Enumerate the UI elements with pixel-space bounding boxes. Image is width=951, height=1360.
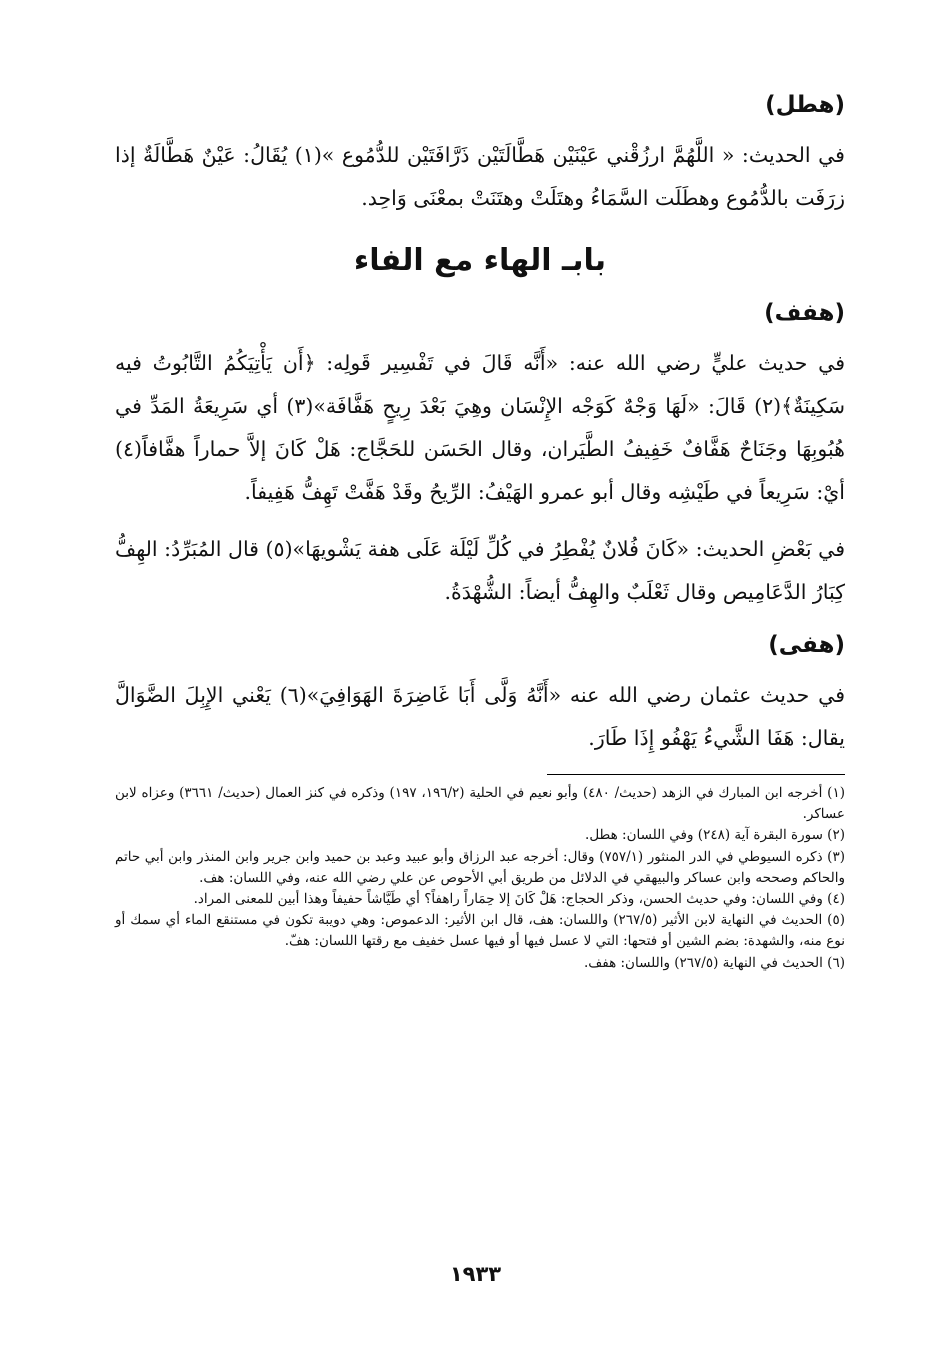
entry-heading-hatal: (هطل) <box>765 92 845 118</box>
footnote-divider <box>547 774 845 775</box>
footnote-1: (١) أخرجه ابن المبارك في الزهد (حديث/ ٤٨٠) وأبو نعيم في الحلية (١٩٦/٢، ١٩٧) وذكره في كنز العمال (حديث/ ٣٦٦١) وعزاه لابن عساكر. <box>115 785 845 823</box>
footnotes <box>115 783 845 974</box>
footnote-3: (٣) ذكره السيوطي في الدر المنثور (٧٥٧/١) وقال: أخرجه عبد الرزاق وأبو عبيد وعبد بن حميد وابن جرير وابن المنذر وابن أبي حاتم والحاكم وصححه وابن عساكر والبيهقي في الدلائل من طريق أبي الأحوص عن علي رضي الله عنه، وفي اللسان: هف. <box>115 848 845 886</box>
document-page <box>115 88 845 974</box>
footnote-2: (٢) سورة البقرة آية (٢٤٨) وفي اللسان: هطل. <box>585 827 845 844</box>
entry-heading-hafa: (هفى) <box>768 632 845 658</box>
entry-text-hafaf-2: في بَعْضِ الحديث: «كَانَ فُلانٌ يُفْطِرُ في كُلِّ لَيْلَة عَلَى هفة يَشْويهَا»(٥) قال المُبَرِّدُ: الهِفُّ كِبَارُ الدَّعَامِيص وقال ثَعْلَبٌ والهِفُّ أيضاً: الشُّهْدَةُ. <box>115 537 845 604</box>
footnote-6: (٦) الحديث في النهاية (٢٦٧/٥) واللسان: هفف. <box>583 954 845 971</box>
entry-text-hatal: في الحديث: « اللَّهُمَّ ارزُقْني عَيْنَيْن هَطَّالَتَيْن ذَرَّافَتَيْن للدُّمُوع »(١) يُقَالُ: عَيْنٌ هَطَّالَةٌ إذا زرَفَت بالدُّمُوع وهطَلَت السَّمَاءُ وهتَلَتْ وهتَنَتْ بمعْنَى وَاحِد. <box>115 143 845 210</box>
page-number: ١٩٣٣ <box>449 1262 502 1286</box>
chapter-title: بابـ الهاء مع الفاء <box>353 243 607 278</box>
footnote-5: (٥) الحديث في النهاية لابن الأثير (٢٦٧/٥) واللسان: هف، قال ابن الأثير: الدعموص: وهي دويبة تكون في مستنقع الماء أي سمك أو نوع منه، والشهدة: بضم الشين أو فتحها: التي لا عسل فيها أو فيها عسل خفيف مع رقتها اللسان: هفّ. <box>115 912 845 950</box>
entry-text-hafa: في حديث عثمان رضي الله عنه «أَنَّهُ وَلَّى أَبَا غَاضِرَةَ الهَوَافِيَ»(٦) يَعْني الإِبِلَ الضَّوَالَّ يقال: هَفَا الشَّيءُ يَهْفُو إِذَا طَارَ. <box>115 683 845 750</box>
entry-heading-hafaf: (هفف) <box>764 300 845 326</box>
footnote-4: (٤) وفي اللسان: وفي حديث الحسن، وذكر الحجاج: هَلْ كَانَ إلا حِمَاراً راهفاً؟ أي طَيَّاشاً حفيفاً وهذا أبين للمعنى المراد. <box>193 891 845 908</box>
entry-text-hafaf-1: في حديث عليٍّ رضي الله عنه: «أَنَّه قَالَ في تَفْسِير قَولِه: ﴿أَن يَأْتِيَكُمُ التَّابُوتُ فيه سَكِينَةٌ﴾(٢) قَالَ: «لَهَا وَجْهٌ كَوَجْه الإِنْسَان وهِيَ بَعْدَ رِيحٍ هَفَّافَة»(٣) أي سَرِيعَةُ المَدِّ في هُبُوبِهَا وجَنَاحٌ هَفَّافٌ خَفِيفُ الطَّيَران، وقال الحَسَن للحَجَّاج: هَلْ كَانَ إلاَّ حماراً هفَّافاً(٤) أيْ: سَرِيعاً في طَيْشِه وقال أبو عمرو الهَيْفُ: الرِّيحُ وقَدْ هَفَّتْ تَهِفُّ هَفِيفاً. <box>115 351 845 504</box>
